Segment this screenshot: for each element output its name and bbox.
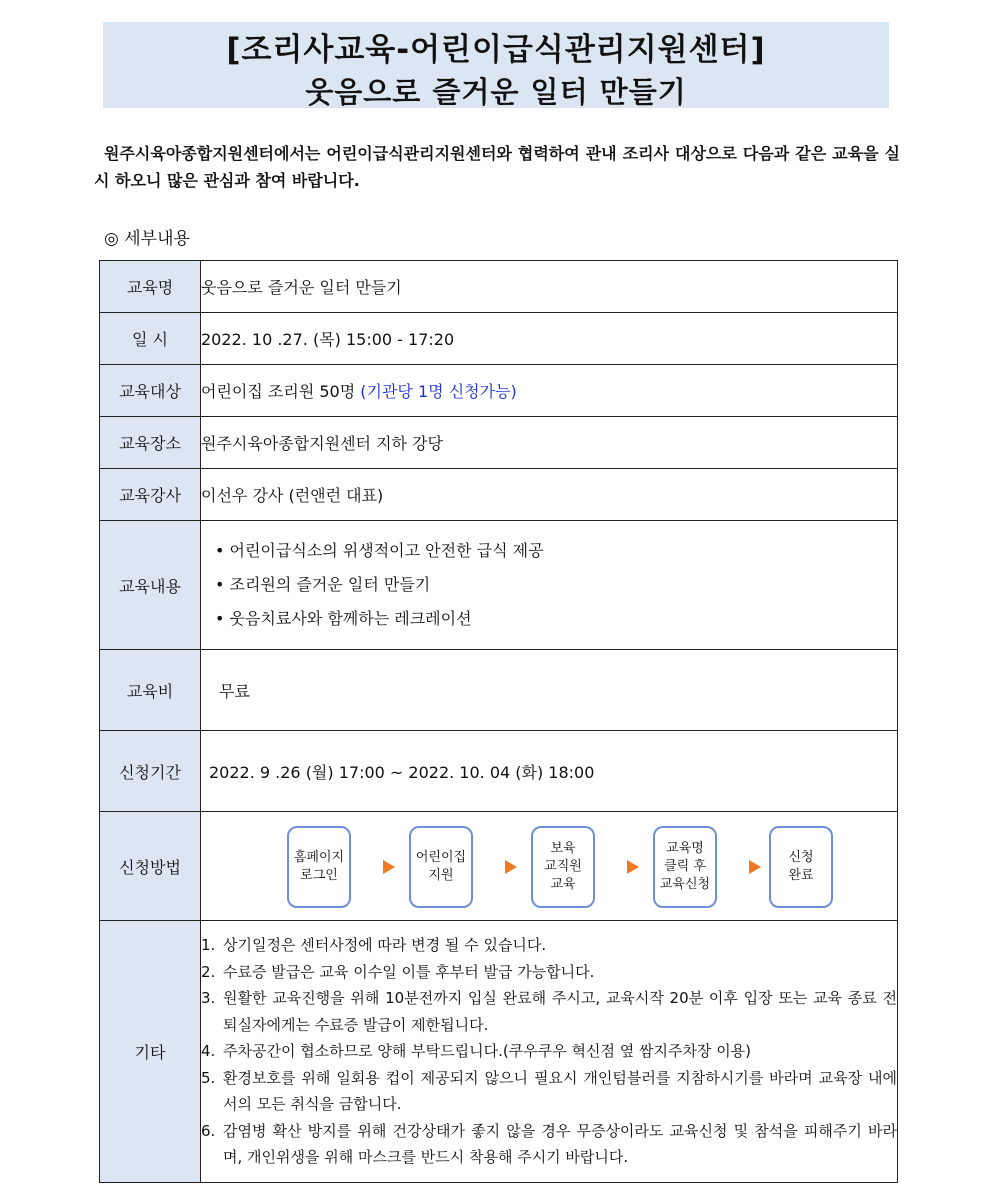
row-apply-period [100,731,898,812]
row-datetime [100,313,898,365]
label-course-name: 교육명 [100,261,201,313]
step-homepage-login: 홈페이지 로그인 [287,826,351,908]
value-datetime: 2022. 10 .27. (목) 15:00 - 17:20 [201,313,898,365]
value-content-list [201,521,898,650]
note-item [201,985,897,1038]
value-target-cell [201,365,898,417]
value-course-name: 웃음으로 즐거운 일터 만들기 [201,261,898,313]
title-banner [103,22,889,108]
step-staff-education: 보육 교직원 교육 [531,826,595,908]
target-limit-note: (기관당 1명 신청가능) [360,382,517,401]
note-text: 환경보호를 위해 일회용 컵이 제공되지 않으니 필요시 개인텀블러를 지참하시기를 바라며 교육장 내에서의 모든 취식을 금합니다. [223,1068,897,1114]
content-item: • 웃음치료사와 함께하는 레크레이션 [215,609,472,628]
note-item [201,932,897,959]
row-instructor [100,469,898,521]
label-content: 교육내용 [100,521,201,650]
page-subtitle: 웃음으로 즐거운 일터 만들기 [305,75,687,109]
arrow-right-icon [749,860,761,874]
row-venue [100,417,898,469]
value-fee: 무료 [201,650,898,731]
note-number: 2. [201,962,216,981]
note-text: 상기일정은 센터사정에 따라 변경 될 수 있습니다. [223,936,547,955]
row-apply-method [100,812,898,921]
details-table [99,260,898,1183]
label-etc: 기타 [100,921,201,1183]
value-target: 어린이집 조리원 50명 [201,382,356,401]
note-item [201,1065,897,1118]
label-instructor: 교육강사 [100,469,201,521]
label-apply-method: 신청방법 [100,812,201,921]
note-number: 1. [201,936,216,955]
label-datetime: 일 시 [100,313,201,365]
content-item: • 어린이급식소의 위생적이고 안전한 급식 제공 [215,541,544,560]
note-text: 수료증 발급은 교육 이수일 이틀 후부터 발급 가능합니다. [223,962,595,981]
notes-list [201,921,898,1183]
note-item [201,959,897,986]
value-instructor: 이선우 강사 (런앤런 대표) [201,469,898,521]
step-complete: 신청 완료 [769,826,833,908]
apply-flow [201,812,897,920]
value-apply-period: 2022. 9 .26 (월) 17:00 ~ 2022. 10. 04 (화) 18:00 [201,731,898,812]
arrow-right-icon [505,860,517,874]
label-apply-period: 신청기간 [100,731,201,812]
note-number: 4. [201,1042,216,1061]
section-heading: ◎ 세부내용 [104,229,190,249]
note-number: 6. [201,1121,216,1140]
note-item [201,1118,897,1171]
intro-paragraph: 원주시육아종합지원센터에서는 어린이급식관리지원센터와 협력하여 관내 조리사 대상으로 다음과 같은 교육을 실시 하오니 많은 관심과 참여 바랍니다. [94,144,900,190]
label-target: 교육대상 [100,365,201,417]
row-target [100,365,898,417]
note-text: 감염병 확산 방지를 위해 건강상태가 좋지 않을 경우 무증상이라도 교육신청 및 참석을 피해주기 바라며, 개인위생을 위해 마스크를 반드시 착용해 주시기 바랍니다. [223,1121,897,1167]
note-item [201,1038,897,1065]
arrow-right-icon [627,860,639,874]
note-number: 3. [201,989,216,1008]
row-fee [100,650,898,731]
note-text: 주차공간이 협소하므로 양해 부탁드립니다.(쿠우쿠우 혁신점 옆 쌈지주차장 이용) [223,1042,752,1061]
value-venue: 원주시육아종합지원센터 지하 강당 [201,417,898,469]
row-etc [100,921,898,1183]
step-course-apply: 교육명 클릭 후 교육신청 [653,826,717,908]
label-venue: 교육장소 [100,417,201,469]
row-content [100,521,898,650]
content-item: • 조리원의 즐거운 일터 만들기 [215,575,431,594]
arrow-right-icon [383,860,395,874]
note-text: 원활한 교육진행을 위해 10분전까지 입실 완료해 주시고, 교육시작 20분 이후 입장 또는 교육 종료 전 퇴실자에게는 수료증 발급이 제한됩니다. [223,989,897,1034]
step-daycare-support: 어린이집 지원 [409,826,473,908]
apply-method-flow-cell [201,812,898,921]
note-number: 5. [201,1068,216,1087]
page-title: [조리사교육-어린이급식관리지원센터] [226,32,766,68]
label-fee: 교육비 [100,650,201,731]
row-course-name [100,261,898,313]
